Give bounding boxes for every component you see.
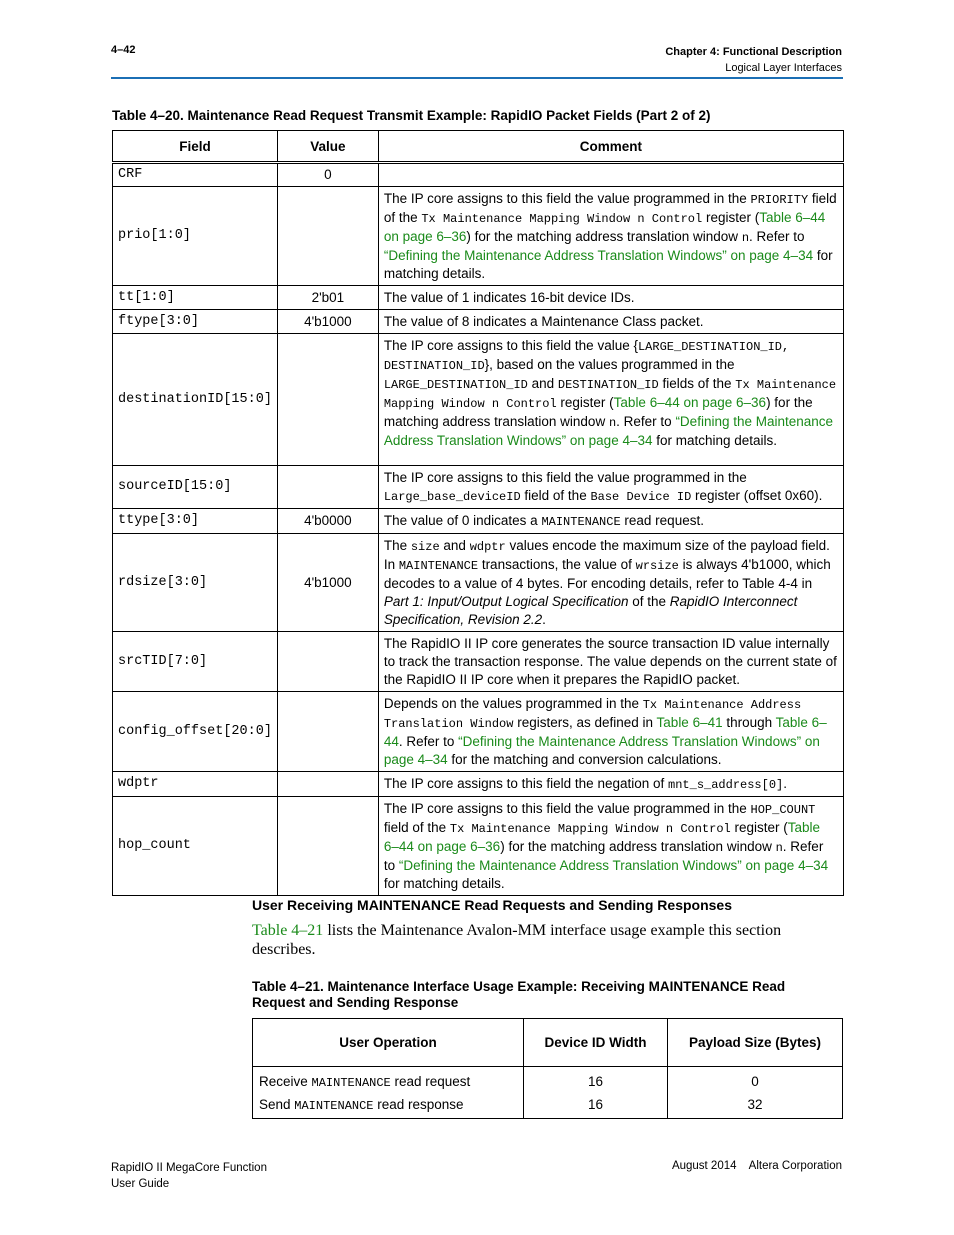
table-row (113, 187, 844, 286)
column-header-field: Field (113, 131, 278, 162)
column-header-value: Value (277, 131, 378, 162)
field-cell: hop_count (113, 797, 278, 896)
table-row (113, 797, 844, 896)
section-title: Logical Layer Interfaces (725, 62, 842, 74)
table-row (113, 286, 844, 310)
table-row (113, 164, 844, 187)
table-row (113, 334, 844, 466)
header-rule (111, 77, 843, 79)
value-cell: 2'b01 (277, 286, 378, 310)
field-cell: prio[1:0] (113, 187, 278, 286)
comment-cell: The value of 0 indicates a MAINTENANCE read request. (378, 509, 843, 534)
table-row (113, 466, 844, 509)
table-link[interactable]: Table 6–41 (656, 715, 723, 730)
table-link[interactable]: Table 6–44 on page 6–36 (383, 820, 821, 854)
comment-cell: The IP core assigns to this field the value programmed in the PRIORITY field of the Tx Maintenance Mapping Window n Control register (Table 6–44 on page 6–36) for the matching address translation window n. Refer to “Defining the Maintenance Address Translation Windows” on page 4–34 for matching details. (378, 187, 843, 286)
device-id-width-cell: 16 (524, 1093, 668, 1119)
footer-product (111, 1160, 267, 1192)
table-row (113, 509, 844, 534)
column-header-operation: User Operation (253, 1019, 524, 1067)
table-link[interactable]: Table 4–21 (252, 922, 324, 939)
section-heading: User Receiving MAINTENANCE Read Requests and Sending Responses (252, 897, 732, 913)
field-cell: CRF (113, 164, 278, 187)
payload-size-cell: 0 (668, 1067, 843, 1094)
device-id-width-cell: 16 (524, 1067, 668, 1094)
comment-cell: The value of 8 indicates a Maintenance Class packet. (378, 310, 843, 334)
section-link[interactable]: “Defining the Maintenance Address Translation Windows” on page 4–34 (383, 414, 834, 448)
value-cell: 4'b1000 (277, 310, 378, 334)
running-header (665, 44, 842, 76)
table-caption: Table 4–20. Maintenance Read Request Transmit Example: RapidIO Packet Fields (Part 2 of 2) (112, 108, 711, 123)
operation-cell: Send MAINTENANCE read response (253, 1093, 524, 1119)
comment-cell: Depends on the values programmed in the Tx Maintenance Address Translation Window registers, as defined in Table 6–41 through Table 6–44. Refer to “Defining the Maintenance Address Translation Windows” on page 4–34 for the matching and conversion calculations. (378, 692, 843, 772)
document-type: User Guide (111, 1178, 170, 1190)
comment-cell: The IP core assigns to this field the value {LARGE_DESTINATION_ID, DESTINATION_ID}, based on the values programmed in the LARGE_DESTINATION_ID and DESTINATION_ID fields of the Tx Maintenance Mapping Window n Control register (Table 6–44 on page 6–36) for the matching address translation window n. Refer to “Defining the Maintenance Address Translation Windows” on page 4–34 for matching details. (378, 334, 843, 466)
chapter-title: Chapter 4: Functional Description (665, 46, 842, 58)
comment-cell (378, 164, 843, 187)
field-cell: tt[1:0] (113, 286, 278, 310)
section-link[interactable]: “Defining the Maintenance Address Translation Windows” on page 4–34 (383, 734, 820, 767)
column-header-comment: Comment (378, 131, 843, 162)
field-cell: srcTID[7:0] (113, 632, 278, 692)
comment-cell: The RapidIO II IP core generates the source transaction ID value internally to track the transaction response. The value depends on the current state of the RapidIO II IP core when it prepares the RapidIO packet. (378, 632, 843, 692)
comment-cell: The IP core assigns to this field the value programmed in the HOP_COUNT field of the Tx Maintenance Mapping Window n Control register (Table 6–44 on page 6–36) for the matching address translation window n. Refer to “Defining the Maintenance Address Translation Windows” on page 4–34 for matching details. (378, 797, 843, 896)
comment-cell: The IP core assigns to this field the value programmed in the Large_base_deviceID field of the Base Device ID register (offset 0x60). (378, 466, 843, 509)
field-cell: wdptr (113, 772, 278, 797)
section-link[interactable]: “Defining the Maintenance Address Translation Windows” on page 4–34 (383, 248, 814, 263)
column-header-payload-size: Payload Size (Bytes) (668, 1019, 843, 1067)
comment-cell: The value of 1 indicates 16-bit device IDs. (378, 286, 843, 310)
operation-cell: Receive MAINTENANCE read request (253, 1067, 524, 1094)
table-caption: Table 4–21. Maintenance Interface Usage Example: Receiving MAINTENANCE Read Request and Sending Response (252, 979, 786, 1010)
field-cell: config_offset[20:0] (113, 692, 278, 772)
column-header-device-id-width: Device ID Width (524, 1019, 668, 1067)
page-number: 4–42 (111, 44, 136, 56)
value-cell (277, 632, 378, 692)
value-cell: 4'b0000 (277, 509, 378, 534)
table-row (113, 772, 844, 797)
section-link[interactable]: “Defining the Maintenance Address Translation Windows” on page 4–34 (398, 858, 829, 873)
value-cell (277, 466, 378, 509)
product-name: RapidIO II MegaCore Function (111, 1162, 267, 1174)
table-row (253, 1067, 843, 1094)
table-row (113, 310, 844, 334)
field-cell: sourceID[15:0] (113, 466, 278, 509)
table-row (113, 534, 844, 632)
packet-fields-table (112, 130, 844, 896)
value-cell (277, 797, 378, 896)
comment-cell: The size and wdptr values encode the maximum size of the payload field. In MAINTENANCE transactions, the value of wrsize is always 4'b1000, which decodes to a value of 4 bytes. For encoding details, refer to Table 4-4 in Part 1: Input/Output Logical Specification of the RapidIO Interconnect Specification, Revision 2.2. (378, 534, 843, 632)
section-paragraph: Table 4–21 lists the Maintenance Avalon-MM interface usage example this section describes. (252, 922, 782, 958)
payload-size-cell: 32 (668, 1093, 843, 1119)
table-link[interactable]: Table 6–44 on page 6–36 (383, 210, 826, 244)
value-cell (277, 187, 378, 286)
value-cell: 0 (277, 164, 378, 187)
value-cell (277, 692, 378, 772)
field-cell: ttype[3:0] (113, 509, 278, 534)
table-link[interactable]: Table 6–44 (383, 715, 827, 749)
table-row (253, 1093, 843, 1119)
table-link[interactable]: Table 6–44 on page 6–36 (613, 395, 767, 410)
field-cell: ftype[3:0] (113, 310, 278, 334)
value-cell: 4'b1000 (277, 534, 378, 632)
comment-cell: The IP core assigns to this field the negation of mnt_s_address[0]. (378, 772, 843, 797)
table-row (113, 632, 844, 692)
usage-example-table (252, 1018, 843, 1119)
footer-date-company: August 2014 Altera Corporation (671, 1160, 842, 1172)
field-cell: rdsize[3:0] (113, 534, 278, 632)
field-cell: destinationID[15:0] (113, 334, 278, 466)
value-cell (277, 772, 378, 797)
table-row (113, 692, 844, 772)
value-cell (277, 334, 378, 466)
